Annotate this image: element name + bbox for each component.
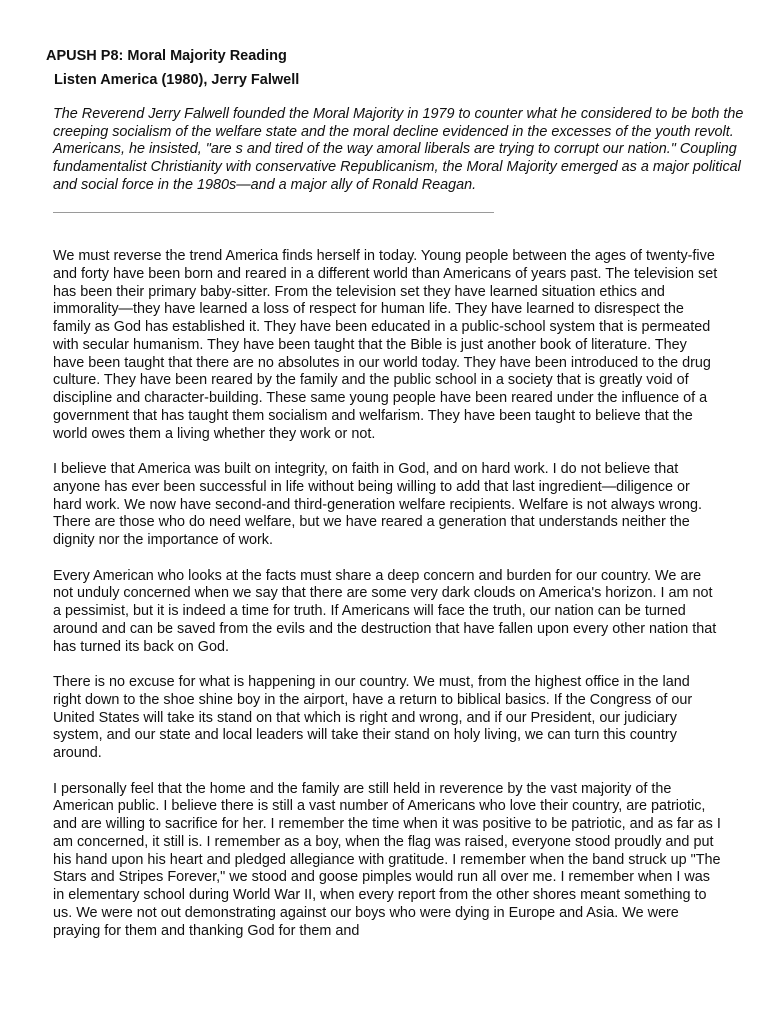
body-text	[53, 248, 721, 958]
document-subtitle: Listen America (1980), Jerry Falwell	[54, 72, 300, 88]
body-paragraph: I believe that America was built on integrity, on faith in God, and on hard work. I do not believe that anyone has ever been successful in life without being willing to add that last ingredient—diligence or hard work. We now have second-and third-generation welfare recipients. Welfare is not always wrong. There are those who do need welfare, but we have reared a generation that understands neither the dignity nor the importance of work.	[53, 461, 702, 548]
intro-paragraph: The Reverend Jerry Falwell founded the Moral Majority in 1979 to counter what he considered to be both the creeping socialism of the welfare state and the moral decline evidenced in the excesses of the youth revolt. Americans, he insisted, "are s and tired of the way amoral liberals are trying to corrupt our nation." Coupling fundamentalist Christianity with conservative Republicanism, the Moral Majority emerged as a major political and social force in the 1980s—and a major ally of Ronald Reagan.	[53, 106, 744, 193]
body-paragraph: Every American who looks at the facts must share a deep concern and burden for our country. We are not unduly concerned when we say that there are some very dark clouds on America's horizon. I am not a pessimist, but it is indeed a time for truth. If Americans will face the truth, our nation can be turned around and can be saved from the evils and the destruction that have fallen upon every other nation that has turned its back on God.	[53, 567, 717, 655]
body-paragraph: There is no excuse for what is happening in our country. We must, from the highest office in the land right down to the shoe shine boy in the airport, have a return to biblical basics. If the Congress of our United States will take its stand on that which is right and wrong, and if our President, our judiciary system, and our state and local leaders will take their stand on holy living, we can turn this country around.	[53, 674, 693, 761]
document-title: APUSH P8: Moral Majority Reading	[46, 48, 287, 64]
body-paragraph: We must reverse the trend America finds herself in today. Young people between the ages of twenty-five and forty have been born and reared in a different world than Americans of years past. The television set has been their primary baby-sitter. From the television set they have learned situation ethics and immorality—they have learned a loss of respect for human life. They have learned to disrespect the family as God has established it. They have been educated in a public-school system that is permeated with secular humanism. They have been taught that the Bible is just another book of literature. They have been taught that there are no absolutes in our world today. They have been introduced to the drug culture. They have been reared by the family and the public school in a society that is greatly void of discipline and character-building. These same young people have been reared under the influence of a government that has taught them socialism and welfarism. They have been taught to believe that the world owes them a living whether they work or not.	[53, 248, 718, 442]
intro-divider	[53, 212, 494, 213]
body-paragraph: I personally feel that the home and the family are still held in reverence by the vast majority of the American public. I believe there is still a vast number of Americans who love their country, are patriotic, and are willing to sacrifice for her. I remember the time when it was positive to be patriotic, and as far as I am concerned, it still is. I remember as a boy, when the flag was raised, everyone stood proudly and put his hand upon his heart and pledged allegiance with gratitude. I remember when the band struck up "The Stars and Stripes Forever," we stood and goose pimples would run all over me. I remember when I was in elementary school during World War II, when every report from the other shores meant something to us. We were not out demonstrating against our boys who were dying in Europe and Asia. We were praying for them and thanking God for them and	[53, 780, 721, 939]
